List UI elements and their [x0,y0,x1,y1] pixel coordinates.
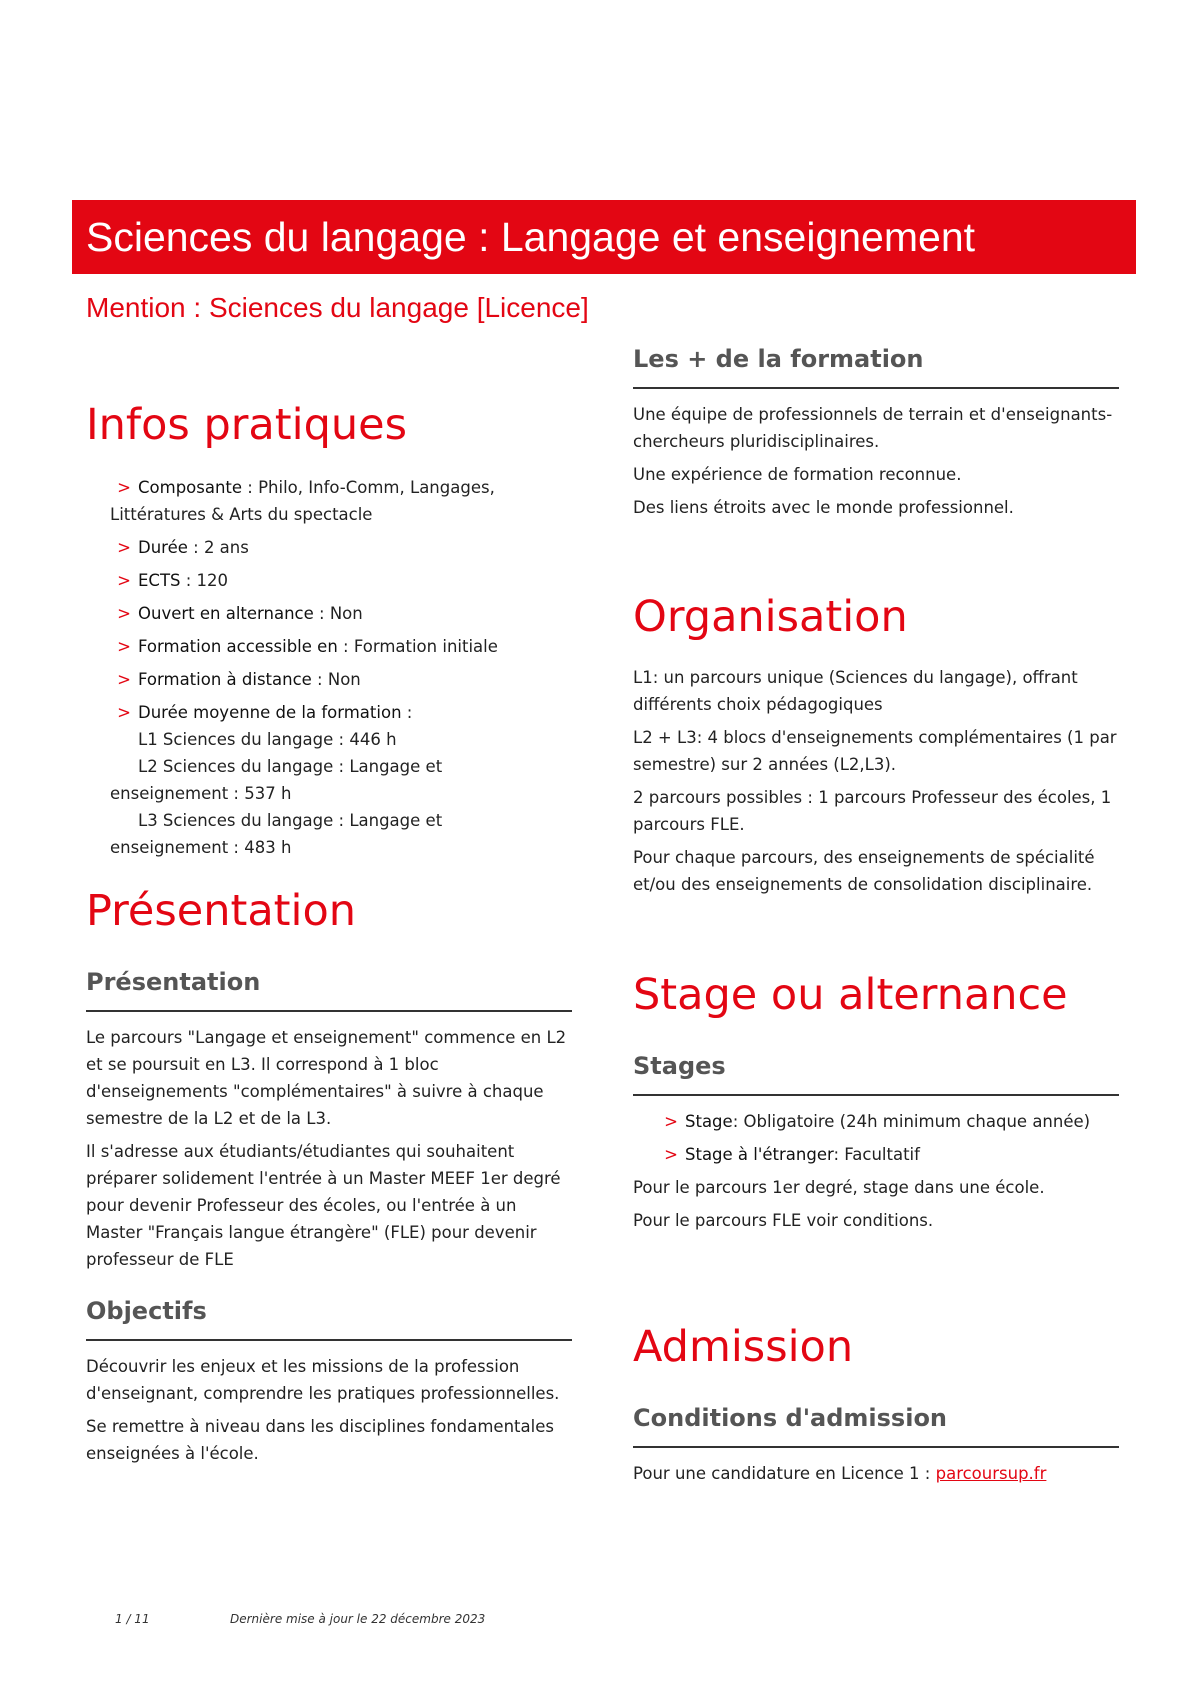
stage-paragraph: Pour le parcours 1er degré, stage dans une école. [633,1178,1045,1197]
stages-subheading: Stages [633,1050,1119,1096]
presentation-subheading: Présentation [86,966,572,1012]
chevron-right-icon: > [117,670,131,689]
duree-line: L3 Sciences du langage : Langage et [138,811,443,830]
chevron-right-icon: > [117,604,131,623]
objectifs-paragraph: Se remettre à niveau dans les disciplines fondamentales enseignées à l'école. [86,1417,554,1463]
list-item: > Durée : 2 ans [86,534,572,561]
list-item: > Formation accessible en : Formation initiale [86,633,572,660]
duree-line: L2 Sciences du langage : Langage et [138,757,443,776]
chevron-right-icon: > [664,1145,678,1164]
list-item: > Stage à l'étranger: Facultatif [633,1141,1119,1168]
infos-list [86,474,572,861]
organisation-paragraph: 2 parcours possibles : 1 parcours Professeur des écoles, 1 parcours FLE. [633,788,1112,834]
page-title: Sciences du langage : Langage et enseignement [72,200,1136,274]
plus-heading: Les + de la formation [633,343,1119,389]
list-item: > ECTS : 120 [86,567,572,594]
objectifs-heading: Objectifs [86,1295,572,1341]
plus-paragraph: Une expérience de formation reconnue. [633,465,962,484]
list-item: > Ouvert en alternance : Non [86,600,572,627]
chevron-right-icon: > [117,703,131,722]
list-item: > Composante : Philo, Info-Comm, Langages, Littératures & Arts du spectacle [86,474,572,528]
organisation-section [633,590,1119,904]
stage-heading: Stage ou alternance [633,970,1068,1020]
objectifs-paragraph: Découvrir les enjeux et les missions de la profession d'enseignant, comprendre les pratiques professionnelles. [86,1357,560,1403]
page-number: 1 / 11 [115,1612,150,1626]
organisation-paragraph: L2 + L3: 4 blocs d'enseignements complémentaires (1 par semestre) sur 2 années (L2,L3). [633,728,1117,774]
presentation-paragraph: Il s'adresse aux étudiants/étudiantes qui souhaitent préparer solidement l'entrée à un Master MEEF 1er degré pour devenir Professeur des écoles, ou l'entrée à un Master "Français langue étrangère" (FLE) pour devenir professeur de FLE [86,1142,561,1269]
infos-pratiques-heading: Infos pratiques [86,400,407,450]
organisation-paragraph: Pour chaque parcours, des enseignements de spécialité et/ou des enseignements de consolidation disciplinaire. [633,848,1095,894]
chevron-right-icon: > [117,571,131,590]
chevron-right-icon: > [117,538,131,557]
last-updated: Dernière mise à jour le 22 décembre 2023 [230,1612,486,1626]
admission-section [633,1320,1119,1493]
chevron-right-icon: > [117,637,131,656]
presentation-paragraph: Le parcours "Langage et enseignement" commence en L2 et se poursuit en L3. Il correspond à 1 bloc d'enseignements "complémentaires" à suivre à chaque semestre de la L2 et de la L3. [86,1028,567,1128]
presentation-section [86,884,572,1473]
stage-section [633,968,1119,1240]
chevron-right-icon: > [664,1112,678,1131]
plus-section [633,343,1119,527]
list-item: > Stage: Obligatoire (24h minimum chaque année) [633,1108,1119,1135]
duree-line: L1 Sciences du langage : 446 h [138,730,397,749]
chevron-right-icon: > [117,478,131,497]
infos-pratiques-section [86,398,572,867]
organisation-paragraph: L1: un parcours unique (Sciences du langage), offrant différents choix pédagogiques [633,668,1078,714]
conditions-subheading: Conditions d'admission [633,1402,1119,1448]
mention-subtitle: Mention : Sciences du langage [Licence] [86,292,589,323]
plus-paragraph: Des liens étroits avec le monde professionnel. [633,498,1014,517]
plus-paragraph: Une équipe de professionnels de terrain et d'enseignants-chercheurs pluridisciplinaires. [633,405,1113,451]
admission-heading: Admission [633,1322,854,1372]
list-item: > Durée moyenne de la formation : L1 Sciences du langage : 446 h L2 Sciences du langage : Langage et enseignement : 537 h L3 Sciences du langage : Langage et enseignement : 483 h [86,699,572,861]
list-item: > Formation à distance : Non [86,666,572,693]
parcoursup-link[interactable]: parcoursup.fr [935,1464,1047,1483]
duree-line-cont: enseignement : 537 h [110,784,292,803]
stage-paragraph: Pour le parcours FLE voir conditions. [633,1211,934,1230]
organisation-heading: Organisation [633,592,908,642]
stages-list [633,1108,1119,1168]
presentation-heading: Présentation [86,886,357,936]
admission-paragraph: Pour une candidature en Licence 1 : parcoursup.fr [633,1464,1047,1483]
duree-line-cont: enseignement : 483 h [110,838,292,857]
